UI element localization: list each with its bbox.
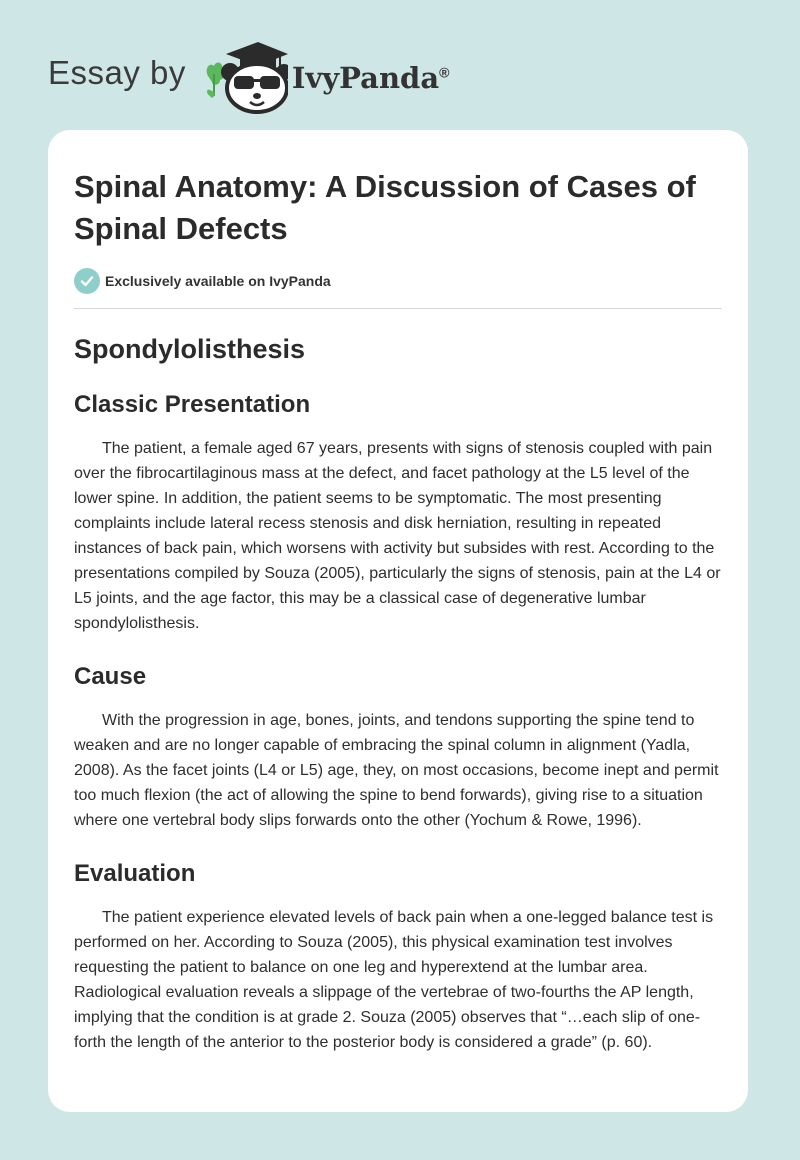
essay-title: Spinal Anatomy: A Discussion of Cases of Spinal Defects xyxy=(74,169,696,246)
subsection-heading: Evaluation xyxy=(74,860,196,887)
section-heading: Spondylolisthesis xyxy=(74,334,306,364)
brand-name: IvyPanda® xyxy=(291,61,450,95)
paragraph: With the progression in age, bones, joints, and tendons supporting the spine tend to weaken and are no longer capable of embracing the spinal column in alignment (Yadla, 2008). As the facet joints (L4 or L5) age, they, on most occasions, become inept and permit too much flexion (the act of allowing the spine to bend forwards), giving rise to a situation where one vertebral body slips forwards onto the other (Yochum & Rowe, 1996). xyxy=(74,712,719,829)
exclusive-badge xyxy=(74,268,722,294)
exclusive-label: Exclusively available on IvyPanda xyxy=(105,273,331,289)
paragraph: The patient experience elevated levels of back pain when a one-legged balance test is performed on her. According to Souza (2005), this physical examination test involves requesting the patient to balance on one leg and hyperextend at the lumbar area. Radiological evaluation reveals a slippage of the vertebrae of two-fourths the AP length, implying that the condition is at grade 2. Souza (2005) observes that “…each slip of one-forth the length of the anterior to the posterior body is considered a grade” (p. 60). xyxy=(74,909,714,1051)
brand-prefix: Essay by xyxy=(48,54,186,91)
essay-card xyxy=(48,130,748,1112)
brand-header[interactable] xyxy=(48,36,449,116)
subsection-heading: Cause xyxy=(74,663,147,690)
subsection-heading: Classic Presentation xyxy=(74,391,311,418)
paragraph: The patient, a female aged 67 years, presents with signs of stenosis coupled with pain over the fibrocartilaginous mass at the defect, and facet pathology at the L5 level of the lower spine. In addition, the patient seems to be symptomatic. The most presenting complaints include lateral recess stenosis and disk herniation, resulting in repeated instances of back pain, which worsens with activity but subsides with rest. According to the presentations compiled by Souza (2005), particularly the signs of stenosis, pain at the L4 or L5 joints, and the age factor, this may be a classical case of degenerative lumbar spondylolisthesis. xyxy=(74,440,721,632)
registered-mark: ® xyxy=(439,64,450,81)
check-icon xyxy=(74,268,100,294)
divider xyxy=(74,308,722,309)
panda-logo-icon xyxy=(200,38,288,114)
